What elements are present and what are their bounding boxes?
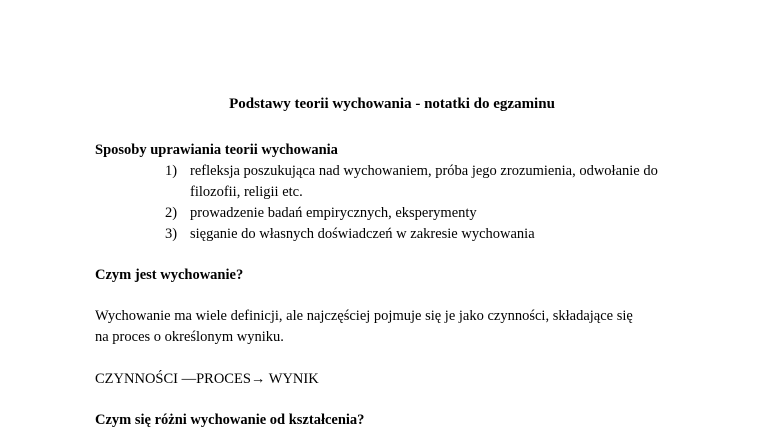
list-item <box>165 161 710 203</box>
section-heading-difference: Czym się różni wychowanie od kształcenia? <box>95 412 365 428</box>
list-item <box>165 224 710 245</box>
methods-list <box>165 161 710 245</box>
list-item-number: 3) <box>165 226 178 242</box>
list-item <box>165 203 710 224</box>
paragraph-line-2: na proces o określonym wyniku. <box>95 329 284 345</box>
paragraph-line-1: Wychowanie ma wiele definicji, ale najczęściej pojmuje się je jako czynności, składające się <box>95 308 633 324</box>
list-item-text: prowadzenie badań empirycznych, eksperymenty <box>190 205 477 221</box>
list-item-number: 1) <box>165 163 178 179</box>
process-formula: CZYNNOŚCI —PROCES→ WYNIK <box>95 371 319 387</box>
list-item-text: refleksja poszukująca nad wychowaniem, próba jego zrozumienia, odwołanie do filozofii, religii etc. <box>190 163 658 200</box>
document-title: Podstawy teorii wychowania - notatki do egzaminu <box>229 96 555 112</box>
list-item-text: sięganie do własnych doświadczeń w zakresie wychowania <box>190 226 535 242</box>
section-heading-what-is-upbringing: Czym jest wychowanie? <box>95 267 244 283</box>
list-item-number: 2) <box>165 205 178 221</box>
section-heading-methods: Sposoby uprawiania teorii wychowania <box>95 142 338 158</box>
